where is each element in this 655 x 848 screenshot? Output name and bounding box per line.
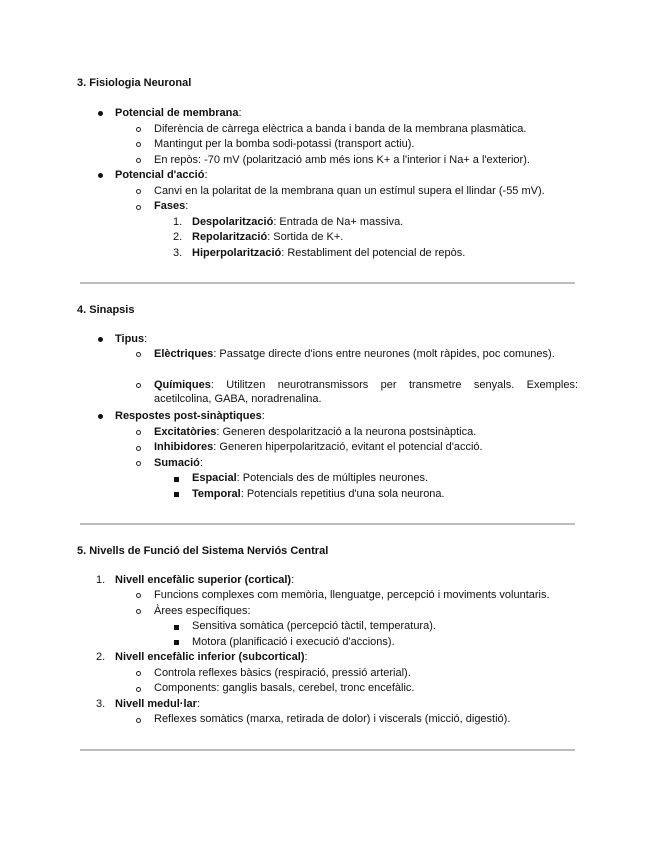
sumacio-sub-item: Espacial: Potencials des de múltiples neurones. <box>192 472 429 484</box>
level-item: Nivell encefàlic superior (cortical): <box>115 574 295 586</box>
horizontal-divider <box>80 523 575 525</box>
sub-item: Funcions complexes com memòria, llenguatge, percepció i moviments voluntaris. <box>154 589 550 601</box>
resposta-item: Inhibidores: Generen hiperpolarització, evitant el potencial d'acció. <box>154 441 483 453</box>
fase-item: Hiperpolarització: Restabliment del potencial de repòs. <box>192 247 466 259</box>
bullet-circle <box>136 430 141 435</box>
bullet-square <box>174 477 179 482</box>
bullet-circle <box>136 142 141 147</box>
tipus-item: Químiques: Utilitzen neurotransmissors per transmetre senyals. Exemples: acetilcolina, GABA, noradrenalina. <box>154 379 578 405</box>
section-4-heading: 4. Sinapsis <box>77 304 135 316</box>
bullet-disc <box>98 414 103 419</box>
bullet-square <box>174 640 179 645</box>
bullet-circle <box>136 383 141 388</box>
bullet-circle <box>136 687 141 692</box>
resposta-item: Excitatòries: Generen despolarització a la neurona postsinàptica. <box>154 426 477 438</box>
sub-item: Diferència de càrrega elèctrica a banda i banda de la membrana plasmàtica. <box>154 123 527 135</box>
bullet-circle <box>136 718 141 723</box>
horizontal-divider <box>80 749 575 751</box>
sub-item: En repòs: -70 mV (polarització amb més ions K+ a l'interior i Na+ a l'exterior). <box>154 154 530 166</box>
level-item: Nivell medul·lar: <box>115 698 200 710</box>
bullet-circle <box>136 158 141 163</box>
bullet-circle <box>136 205 141 210</box>
sub-item: Àrees específiques: <box>154 605 251 617</box>
list-item-tipus: Tipus: <box>115 333 148 345</box>
list-number: 1. <box>173 216 183 228</box>
bullet-square <box>174 625 179 630</box>
sub-item-fases: Fases: <box>154 200 189 212</box>
list-number: 1. <box>96 574 106 586</box>
bullet-circle <box>136 593 141 598</box>
horizontal-divider <box>80 282 575 284</box>
fase-item: Repolarització: Sortida de K+. <box>192 231 344 243</box>
section-3-heading: 3. Fisiologia Neuronal <box>77 77 192 89</box>
list-number: 3. <box>173 247 183 259</box>
section-5-heading: 5. Nivells de Funció del Sistema Nerviós Central <box>77 545 329 557</box>
bullet-circle <box>136 461 141 466</box>
sumacio-item: Sumació: <box>154 457 203 469</box>
bullet-disc <box>98 337 103 342</box>
sub-item: Reflexes somàtics (marxa, retirada de dolor) i viscerals (micció, digestió). <box>154 713 511 725</box>
list-item-potencial-membrana: Potencial de membrana: <box>115 107 242 119</box>
area-item: Sensitiva somàtica (percepció tàctil, temperatura). <box>192 620 436 632</box>
sub-item: Controla reflexes bàsics (respiració, pressió arterial). <box>154 667 411 679</box>
bullet-circle <box>136 189 141 194</box>
bullet-disc <box>98 173 103 178</box>
bullet-square <box>174 492 179 497</box>
level-item: Nivell encefàlic inferior (subcortical): <box>115 651 308 663</box>
sumacio-sub-item: Temporal: Potencials repetitius d'una sola neurona. <box>192 488 445 500</box>
list-number: 3. <box>96 698 106 710</box>
fase-item: Despolarització: Entrada de Na+ massiva. <box>192 216 404 228</box>
bullet-circle <box>136 127 141 132</box>
bullet-circle <box>136 446 141 451</box>
tipus-item: Elèctriques: Passatge directe d'ions entre neurones (molt ràpides, poc comunes). <box>154 348 555 360</box>
bullet-circle <box>136 352 141 357</box>
list-item-potencial-accio: Potencial d'acció: <box>115 169 208 181</box>
bullet-disc <box>98 111 103 116</box>
list-number: 2. <box>96 651 106 663</box>
area-item: Motora (planificació i execució d'accions). <box>192 636 395 648</box>
sub-item: Mantingut per la bomba sodi-potassi (transport actiu). <box>154 138 415 150</box>
list-number: 2. <box>173 231 183 243</box>
sub-item: Components: ganglis basals, cerebel, tronc encefàlic. <box>154 682 415 694</box>
list-item-respostes: Respostes post-sinàptiques: <box>115 410 265 422</box>
sub-item: Canvi en la polaritat de la membrana quan un estímul supera el llindar (-55 mV). <box>154 185 545 197</box>
bullet-circle <box>136 609 141 614</box>
bullet-circle <box>136 671 141 676</box>
